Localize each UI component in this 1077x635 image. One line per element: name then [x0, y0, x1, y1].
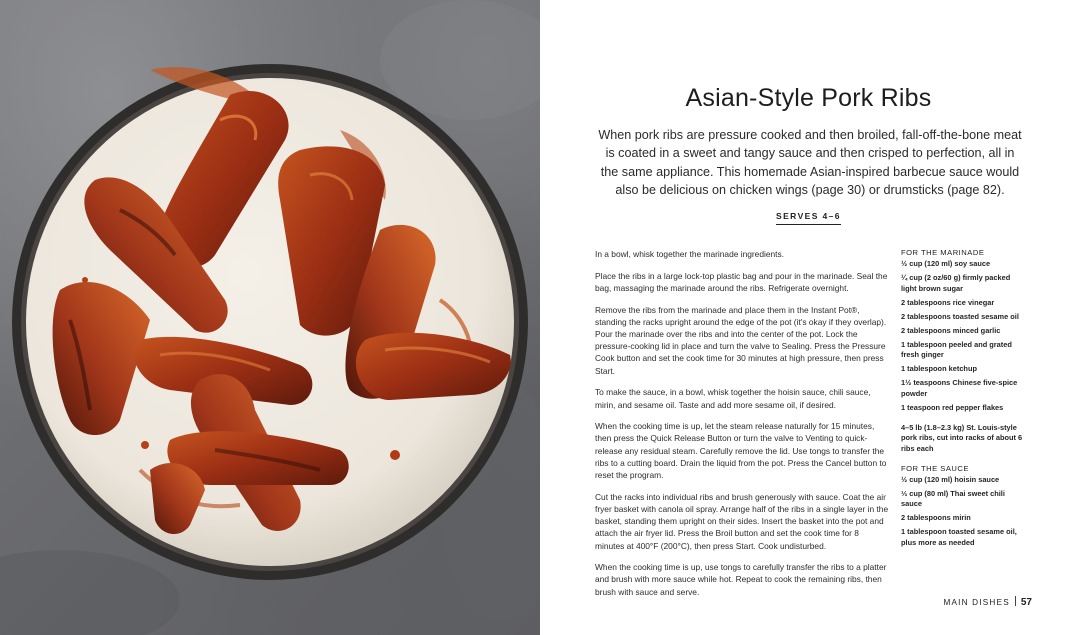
- sauce-header: FOR THE SAUCE: [901, 463, 969, 473]
- ingredient: 2 tablespoons mirin: [901, 513, 971, 523]
- step: Cut the racks into individual ribs and brush generously with sauce. Coat the air fryer basket with canola oil spray. Arrange half of the ribs in a single layer in the basket, standing them upright on their sides. Insert the basket into the pot and attach the air fryer lid. Press the Broil button and set the cook time for 8 minutes at 400°F (200°C), then press Start. Cook undisturbed.: [595, 491, 889, 551]
- ingredient: 2 tablespoons rice vinegar: [901, 297, 995, 307]
- ingredient: 1½ teaspoons Chinese five-spice powder: [901, 378, 1018, 398]
- recipe-intro: When pork ribs are pressure cooked and then broiled, fall-off-the-bone meat is coated in a sweet and tangy sauce and then crisped to perfection, all in the same appliance. This homemade Asian-inspired barbecue sauce would also be delicious on chicken wings (page 30) or drumsticks (page 82).: [598, 128, 1022, 198]
- ingredient: 1 tablespoon toasted sesame oil, plus more as needed: [901, 527, 1017, 547]
- ingredient: ½ cup (120 ml) soy sauce: [901, 259, 991, 268]
- ingredient: 2 tablespoons toasted sesame oil: [901, 311, 1019, 321]
- serves-label: SERVES 4–6: [776, 211, 841, 225]
- ingredient: 1 teaspoon red pepper flakes: [901, 402, 1004, 412]
- step: Remove the ribs from the marinade and place them in the Instant Pot®, standing the racks upright around the edge of the pot (it's okay if they overlap). Pour the marinade over the ribs and into the center of the pot. Lock the pressure-cooking lid in place and turn the valve to Sealing. Press the Pressure Cook button and set the cook time for 30 minutes at high pressure, then press Start.: [595, 304, 887, 376]
- method-steps: [595, 248, 890, 607]
- step: To make the sauce, in a bowl, whisk together the hoisin sauce, chili sauce, mirin, and sesame oil. Taste and add more sesame oil, if desired.: [595, 387, 871, 410]
- ingredient-ribs: 4–5 lb (1.8–2.3 kg) St. Louis-style pork ribs, cut into racks of about 6 ribs each: [901, 422, 1023, 453]
- footer-divider: [1015, 596, 1016, 606]
- ingredients-list: [901, 248, 1023, 552]
- page-number: 57: [1020, 597, 1032, 608]
- step: Place the ribs in a large lock-top plastic bag and pour in the marinade. Seal the bag, massaging the marinade around the ribs. Refrigerate overnight.: [595, 270, 888, 293]
- ingredient: ½ cup (120 ml) hoisin sauce: [901, 474, 1000, 484]
- page-footer: [943, 596, 1032, 608]
- step: When the cooking time is up, use tongs to carefully transfer the ribs to a platter and brush with more sauce while hot. Repeat to cook the remaining ribs, then brush with sauce and serve.: [595, 562, 887, 597]
- section-name: MAIN DISHES: [943, 598, 1010, 607]
- recipe-title: Asian-Style Pork Ribs: [685, 84, 932, 112]
- ingredient: 1 tablespoon peeled and grated fresh ginger: [901, 339, 1012, 360]
- marinade-header: FOR THE MARINADE: [901, 248, 985, 257]
- recipe-page: [540, 0, 1077, 635]
- ingredient: ¼ cup (2 oz/60 g) firmly packed light brown sugar: [901, 272, 1011, 293]
- step: In a bowl, whisk together the marinade ingredients.: [595, 249, 785, 259]
- ingredient: 2 tablespoons minced garlic: [901, 325, 1001, 335]
- ingredient: ⅓ cup (80 ml) Thai sweet chili sauce: [901, 488, 1005, 509]
- serves-badge: [540, 206, 1077, 225]
- step: When the cooking time is up, let the steam release naturally for 15 minutes, then press the Quick Release Button or turn the valve to Venting to quick-release any residual steam. Carefully remove the lid. Use tongs to transfer the ribs to a cutting board. Drain the liquid from the pot. Press the Cancel button to reset the program.: [595, 421, 887, 481]
- ingredient: 1 tablespoon ketchup: [901, 364, 977, 374]
